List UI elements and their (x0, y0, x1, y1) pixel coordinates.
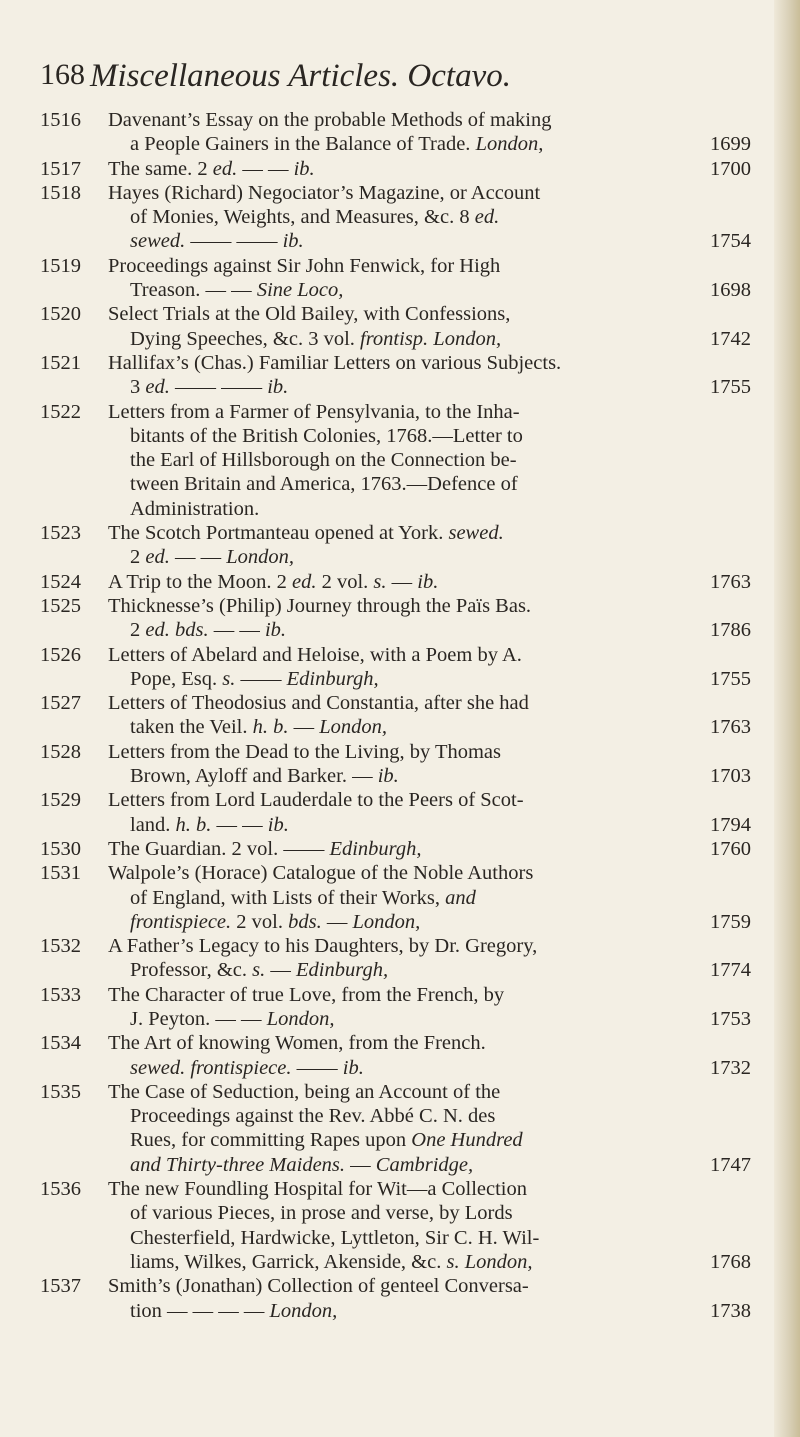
catalogue-entry (40, 1274, 780, 1323)
catalogue-entry (40, 861, 780, 934)
entry-line: Letters of Theodosius and Constantia, after she had (108, 692, 529, 715)
entry-number: 1517 (40, 157, 81, 180)
entry-line: liams, Wilkes, Garrick, Akenside, &c. s. London, (130, 1250, 533, 1273)
entry-year: 1703 (710, 765, 751, 788)
entry-line: Proceedings against the Rev. Abbé C. N. des (130, 1105, 496, 1128)
entry-text (108, 181, 708, 254)
entry-number: 1525 (40, 594, 81, 617)
entry-line: a People Gainers in the Balance of Trade. London, (130, 133, 544, 156)
entry-text (108, 788, 708, 837)
catalogue-entry (40, 108, 780, 157)
catalogue-entry (40, 643, 780, 692)
entry-text (108, 934, 708, 983)
catalogue-entry (40, 181, 780, 254)
entry-text (108, 400, 708, 521)
entry-year: 1753 (710, 1007, 751, 1030)
catalogue-entry (40, 157, 780, 181)
entry-line: Chesterfield, Hardwicke, Lyttleton, Sir C. H. Wil- (130, 1226, 540, 1249)
entry-line: The Scotch Portmanteau opened at York. sewed. (108, 522, 504, 545)
entry-line: 2 ed. — — London, (130, 546, 295, 569)
entry-line: The Guardian. 2 vol. —— Edinburgh, (108, 837, 422, 860)
catalogue-entry (40, 570, 780, 594)
entry-text (108, 1177, 708, 1274)
entry-number: 1533 (40, 983, 81, 1006)
entry-number: 1536 (40, 1178, 81, 1201)
entry-line: Professor, &c. s. — Edinburgh, (130, 959, 389, 982)
entry-text (108, 254, 708, 303)
entry-line: The Art of knowing Women, from the French. (108, 1032, 486, 1055)
entry-number: 1529 (40, 789, 81, 812)
entry-line: of England, with Lists of their Works, and (130, 886, 476, 909)
entry-year: 1774 (710, 959, 751, 982)
entry-line: sewed. frontispiece. —— ib. (130, 1056, 364, 1079)
entry-year: 1755 (710, 376, 751, 399)
entry-line: The new Foundling Hospital for Wit—a Collection (108, 1178, 527, 1201)
entry-line: The same. 2 ed. — — ib. (108, 157, 315, 180)
entry-line: Select Trials at the Old Bailey, with Confessions, (108, 303, 511, 326)
entry-year: 1763 (710, 716, 751, 739)
catalogue-entries (40, 108, 780, 1323)
entry-number: 1523 (40, 522, 81, 545)
entry-number: 1521 (40, 351, 81, 374)
page-header (40, 58, 780, 108)
entry-year: 1754 (710, 230, 751, 253)
entry-number: 1532 (40, 935, 81, 958)
entry-year: 1698 (710, 279, 751, 302)
entry-line: the Earl of Hillsborough on the Connection be- (130, 449, 517, 472)
catalogue-entry (40, 1177, 780, 1274)
entry-year: 1738 (710, 1299, 751, 1322)
entry-year: 1786 (710, 619, 751, 642)
entry-line: Davenant’s Essay on the probable Methods of making (108, 109, 552, 131)
entry-year: 1768 (710, 1250, 751, 1273)
catalogue-entry (40, 740, 780, 789)
entry-year: 1742 (710, 327, 751, 350)
entry-number: 1528 (40, 740, 81, 763)
catalogue-entry (40, 400, 780, 521)
entry-line: Letters from the Dead to the Living, by Thomas (108, 740, 502, 763)
catalogue-entry (40, 691, 780, 740)
entry-text (108, 837, 708, 861)
entry-year: 1699 (710, 133, 751, 156)
entry-number: 1522 (40, 400, 81, 423)
entry-number: 1535 (40, 1080, 81, 1103)
entry-number: 1527 (40, 692, 81, 715)
entry-text (108, 691, 708, 740)
entry-text (108, 983, 708, 1032)
entry-number: 1524 (40, 570, 81, 593)
entry-text (108, 1080, 708, 1177)
entry-text (108, 302, 708, 351)
entry-line: frontispiece. 2 vol. bds. — London, (130, 910, 421, 933)
entry-text (108, 1031, 708, 1080)
catalogue-entry (40, 1080, 780, 1177)
entry-text (108, 157, 708, 181)
catalogue-entry (40, 302, 780, 351)
entry-line: taken the Veil. h. b. — London, (130, 716, 387, 739)
entry-number: 1520 (40, 303, 81, 326)
entry-line: Rues, for committing Rapes upon One Hundred (130, 1129, 523, 1152)
catalogue-entry (40, 594, 780, 643)
catalogue-entry (40, 983, 780, 1032)
entry-line: Dying Speeches, &c. 3 vol. frontisp. London, (130, 327, 502, 350)
entry-text (108, 643, 708, 692)
entry-number: 1519 (40, 254, 81, 277)
entry-number: 1534 (40, 1032, 81, 1055)
entry-line: Walpole’s (Horace) Catalogue of the Noble Authors (108, 862, 534, 885)
catalogue-entry (40, 351, 780, 400)
entry-line: Brown, Ayloff and Barker. — ib. (130, 765, 399, 788)
entry-line: A Father’s Legacy to his Daughters, by Dr. Gregory, (108, 935, 538, 958)
entry-text (108, 594, 708, 643)
entry-text (108, 521, 708, 570)
catalogue-entry (40, 837, 780, 861)
entry-text (108, 570, 708, 594)
running-title: Miscellaneous Articles. Octavo. (90, 58, 511, 94)
entry-text (108, 108, 708, 157)
entry-line: Letters of Abelard and Heloise, with a Poem by A. (108, 643, 522, 666)
entry-line: tion — — — — London, (130, 1299, 338, 1322)
entry-line: sewed. —— —— ib. (130, 230, 304, 253)
entry-line: Thicknesse’s (Philip) Journey through the Païs Bas. (108, 594, 532, 617)
entry-year: 1732 (710, 1056, 751, 1079)
entry-text (108, 861, 708, 934)
catalogue-entry (40, 788, 780, 837)
entry-line: Hayes (Richard) Negociator’s Magazine, or Account (108, 181, 541, 204)
entry-year: 1700 (710, 157, 751, 180)
entry-line: Hallifax’s (Chas.) Familiar Letters on various Subjects. (108, 351, 562, 374)
entry-line: Smith’s (Jonathan) Collection of genteel Conversa- (108, 1275, 529, 1298)
entry-text (108, 1274, 708, 1323)
entry-line: J. Peyton. — — London, (130, 1007, 335, 1030)
entry-year: 1760 (710, 837, 751, 860)
entry-line: Administration. (130, 497, 260, 520)
entry-line: Pope, Esq. s. —— Edinburgh, (130, 667, 379, 690)
entry-year: 1755 (710, 667, 751, 690)
page-number: 168 (40, 58, 85, 91)
entry-line: 3 ed. —— —— ib. (130, 376, 289, 399)
entry-line: Treason. — — Sine Loco, (130, 279, 344, 302)
catalogue-entry (40, 934, 780, 983)
entry-line: tween Britain and America, 1763.—Defence of (130, 473, 518, 496)
entry-line: Proceedings against Sir John Fenwick, for High (108, 254, 501, 277)
entry-line: 2 ed. bds. — — ib. (130, 619, 287, 642)
entry-year: 1794 (710, 813, 751, 836)
catalogue-entry (40, 1031, 780, 1080)
entry-text (108, 740, 708, 789)
entry-line: of Monies, Weights, and Measures, &c. 8 ed. (130, 206, 500, 229)
entry-line: Letters from Lord Lauderdale to the Peers of Scot- (108, 789, 524, 812)
entry-line: and Thirty-three Maidens. — Cambridge, (130, 1153, 474, 1176)
entry-number: 1526 (40, 643, 81, 666)
entry-number: 1537 (40, 1275, 81, 1298)
entry-number: 1516 (40, 109, 81, 131)
entry-number: 1531 (40, 862, 81, 885)
entry-line: of various Pieces, in prose and verse, by Lords (130, 1202, 513, 1225)
entry-number: 1518 (40, 181, 81, 204)
entry-line: land. h. b. — — ib. (130, 813, 289, 836)
entry-line: Letters from a Farmer of Pensylvania, to the Inha- (108, 400, 520, 423)
entry-text (108, 351, 708, 400)
entry-line: The Character of true Love, from the French, by (108, 983, 505, 1006)
entry-line: The Case of Seduction, being an Account of the (108, 1080, 501, 1103)
entry-year: 1759 (710, 910, 751, 933)
catalogue-entry (40, 254, 780, 303)
catalogue-entry (40, 521, 780, 570)
entry-number: 1530 (40, 837, 81, 860)
entry-line: A Trip to the Moon. 2 ed. 2 vol. s. — ib. (108, 570, 439, 593)
entry-year: 1763 (710, 570, 751, 593)
entry-line: bitants of the British Colonies, 1768.—Letter to (130, 424, 523, 447)
entry-year: 1747 (710, 1153, 751, 1176)
